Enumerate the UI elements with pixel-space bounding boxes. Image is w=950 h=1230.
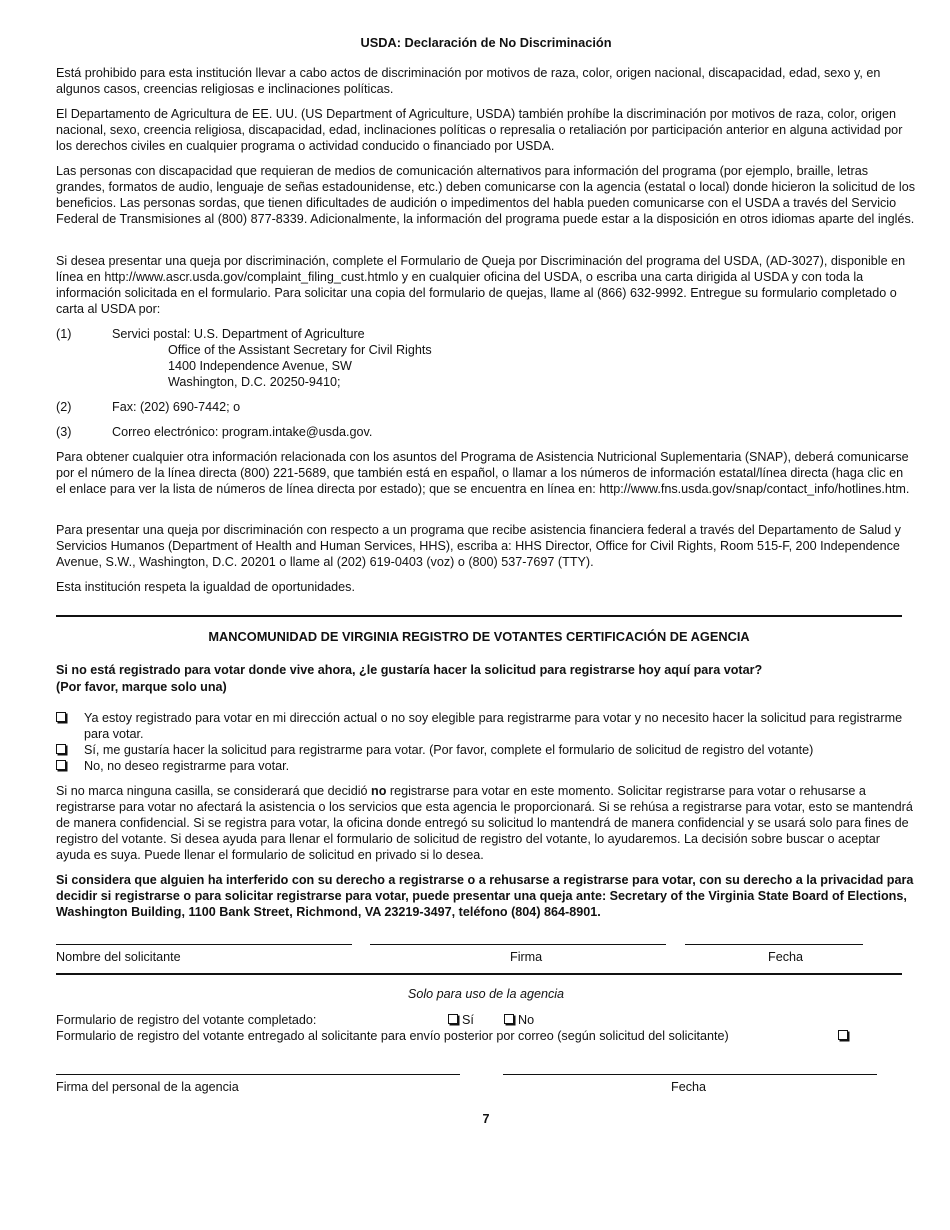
address-line-1: Office of the Assistant Secretary for Civil Rights bbox=[168, 343, 432, 357]
checkbox-icon bbox=[56, 744, 66, 754]
option-register-label: Sí, me gustaría hacer la solicitud para registrarme para votar. (Por favor, complete el formulario de solicitud de registro del votante) bbox=[84, 743, 814, 757]
checkbox-icon bbox=[504, 1014, 514, 1024]
form-delivered-checkbox[interactable] bbox=[838, 1028, 852, 1044]
page-number: 7 bbox=[482, 1112, 490, 1126]
applicant-date-line[interactable] bbox=[685, 944, 863, 945]
info-text-start: Si no marca ninguna casilla, se considerará que decidió bbox=[56, 784, 372, 798]
list-number-1: (1) bbox=[56, 327, 72, 341]
staff-signature-label: Firma del personal de la agencia bbox=[56, 1080, 239, 1094]
applicant-signature-line[interactable] bbox=[370, 944, 666, 945]
checkbox-icon bbox=[56, 712, 66, 722]
info-text-end: registrarse para votar en este momento. Solicitar registrarse para votar o rehusarse a registrarse para votar no afectará la asistencia o los servicios que esta agencia le proporcionará. Si se rehúsa a registrarse para votar, esto se mantendrá de manera confidencial. Si se registra para votar, la oficina donde entregó su solicitud lo mantendrá de manera confidencial y se usará solo para fines de registro del votante. Si desea ayuda para llenar el formulario de solicitud de registro del votante, lo ayudaremos. La decisión sobre buscar o aceptar ayuda es suya. Puede llenar el formulario de solicitud en privado si lo desea. bbox=[56, 784, 913, 862]
form-completed-label: Formulario de registro del votante completado: bbox=[56, 1013, 317, 1027]
usda-paragraph-2: El Departamento de Agricultura de EE. UU. (US Department of Agriculture, USDA) también prohíbe la discriminación por motivos de raza, color, origen nacional, sexo, creencia religiosa, discapacidad, edad, inclinaciones políticas o represalia o retaliación por participación anterior en alguna actividad por los derechos civiles en cualquier programa o actividad conducido o financiado por USDA. bbox=[56, 107, 903, 153]
applicant-name-label: Nombre del solicitante bbox=[56, 950, 181, 964]
registration-question: Si no está registrado para votar donde vive ahora, ¿le gustaría hacer la solicitud para registrarse hoy aquí para votar? bbox=[56, 663, 763, 677]
usda-paragraph-7: Esta institución respeta la igualdad de oportunidades. bbox=[56, 580, 355, 594]
usda-paragraph-3: Las personas con discapacidad que requieran de medios de comunicación alternativos para información del programa (por ejemplo, braille, letras grandes, formatos de audio, lenguaje de señas estadounidense, etc.) deben comunicarse con la agencia (estatal o local) donde hicieron la solicitud de los beneficios. Las personas sordas, que tienen dificultades de audición o impedimentos del habla pueden comunicarse con el USDA a través del Servicio Federal de Transmisiones al (800) 877-8339. Adicionalmente, la información del programa puede estar a la disposición en otros idiomas aparte del inglés. bbox=[56, 164, 916, 226]
usda-paragraph-4: Si desea presentar una queja por discriminación, complete el Formulario de Queja por Discriminación del programa del USDA, (AD-3027), disponible en línea en http://www.ascr.usda.gov/complaint_filing_cust.htmlo y en cualquier oficina del USDA, o escriba una carta dirigida al USDA y con toda la información solicitada en el formulario. Para solicitar una copia del formulario de quejas, llame al (866) 632-9992. Entregue su formulario completado o carta al USDA por: bbox=[56, 254, 906, 316]
staff-date-label: Fecha bbox=[671, 1080, 707, 1094]
option-register-checkbox[interactable] bbox=[56, 742, 70, 758]
yes-label: Sí bbox=[462, 1013, 474, 1027]
form-completed-yes-checkbox[interactable] bbox=[448, 1012, 474, 1028]
form-delivered-label: Formulario de registro del votante entregado al solicitante para envío posterior por correo (según solicitud del solicitante) bbox=[56, 1029, 729, 1043]
form-completed-no-checkbox[interactable] bbox=[504, 1012, 534, 1028]
info-text-emphasis: no bbox=[371, 784, 387, 798]
applicant-date-label: Fecha bbox=[768, 950, 804, 964]
complaint-paragraph: Si considera que alguien ha interferido con su derecho a registrarse o a rehusarse a registrarse para votar, con su derecho a la privacidad para decidir si registrarse o para solicitar registrarse para votar, puede presentar una queja ante: Secretary of the Virginia State Board of Elections, Washington Building, 1100 Bank Street, Richmond, VA 23219-3497, teléfono (804) 864-8901. bbox=[56, 873, 914, 919]
checkbox-icon bbox=[838, 1030, 848, 1040]
mail-address-label: Servici postal: U.S. Department of Agriculture bbox=[112, 327, 365, 341]
registration-question-note: (Por favor, marque solo una) bbox=[56, 680, 227, 694]
option-already-registered-label: Ya estoy registrado para votar en mi dirección actual o no soy elegible para registrarme para votar y no necesito hacer la solicitud para registrarme para votar. bbox=[84, 711, 903, 741]
email-label: Correo electrónico: program.intake@usda.gov. bbox=[112, 425, 373, 439]
no-label: No bbox=[518, 1013, 535, 1027]
staff-date-line[interactable] bbox=[503, 1074, 877, 1075]
fax-label: Fax: (202) 690-7442; o bbox=[112, 400, 241, 414]
usda-paragraph-5: Para obtener cualquier otra información relacionada con los asuntos del Programa de Asistencia Nutricional Suplementaria (SNAP), deberá comunicarse por el número de la línea directa (800) 221-5689, que también está en español, o llamar a los números de información estatal/línea directa (haga clic en el enlace para ver la lista de números de línea directa por estado); que se encuentra en línea en: http://www.fns.usda.gov/snap/contact_info/hotlines.htm. bbox=[56, 450, 910, 496]
virginia-title: MANCOMUNIDAD DE VIRGINIA REGISTRO DE VOTANTES CERTIFICACIÓN DE AGENCIA bbox=[208, 629, 750, 644]
checkbox-icon bbox=[56, 760, 66, 770]
list-number-2: (2) bbox=[56, 400, 72, 414]
agency-use-title: Solo para uso de la agencia bbox=[407, 987, 565, 1001]
applicant-name-line[interactable] bbox=[56, 944, 352, 945]
list-number-3: (3) bbox=[56, 425, 72, 439]
staff-signature-line[interactable] bbox=[56, 1074, 460, 1075]
applicant-signature-label: Firma bbox=[510, 950, 543, 964]
usda-paragraph-1: Está prohibido para esta institución llevar a cabo actos de discriminación por motivos de raza, color, origen nacional, discapacidad, edad, sexo y, en algunos casos, creencias religiosas e inclinaciones políticas. bbox=[56, 66, 881, 96]
registration-info-paragraph bbox=[56, 783, 916, 863]
checkbox-icon bbox=[448, 1014, 458, 1024]
section-divider bbox=[56, 615, 902, 617]
address-line-3: Washington, D.C. 20250-9410; bbox=[168, 375, 341, 389]
usda-title: USDA: Declaración de No Discriminación bbox=[360, 35, 612, 50]
option-decline-label: No, no deseo registrarme para votar. bbox=[84, 759, 290, 773]
agency-divider bbox=[56, 973, 902, 975]
option-decline-checkbox[interactable] bbox=[56, 758, 70, 774]
usda-paragraph-6: Para presentar una queja por discriminación con respecto a un programa que recibe asistencia financiera federal a través del Departamento de Salud y Servicios Humanos (Department of Health and Human Services, HHS), escriba a: HHS Director, Office for Civil Rights, Room 515-F, 200 Independence Avenue, S.W., Washington, D.C. 20201 o llame al (202) 619-0403 (voz) o (800) 537-7697 (TTY). bbox=[56, 523, 901, 569]
address-line-2: 1400 Independence Avenue, SW bbox=[168, 359, 352, 373]
option-already-registered-checkbox[interactable] bbox=[56, 710, 70, 726]
